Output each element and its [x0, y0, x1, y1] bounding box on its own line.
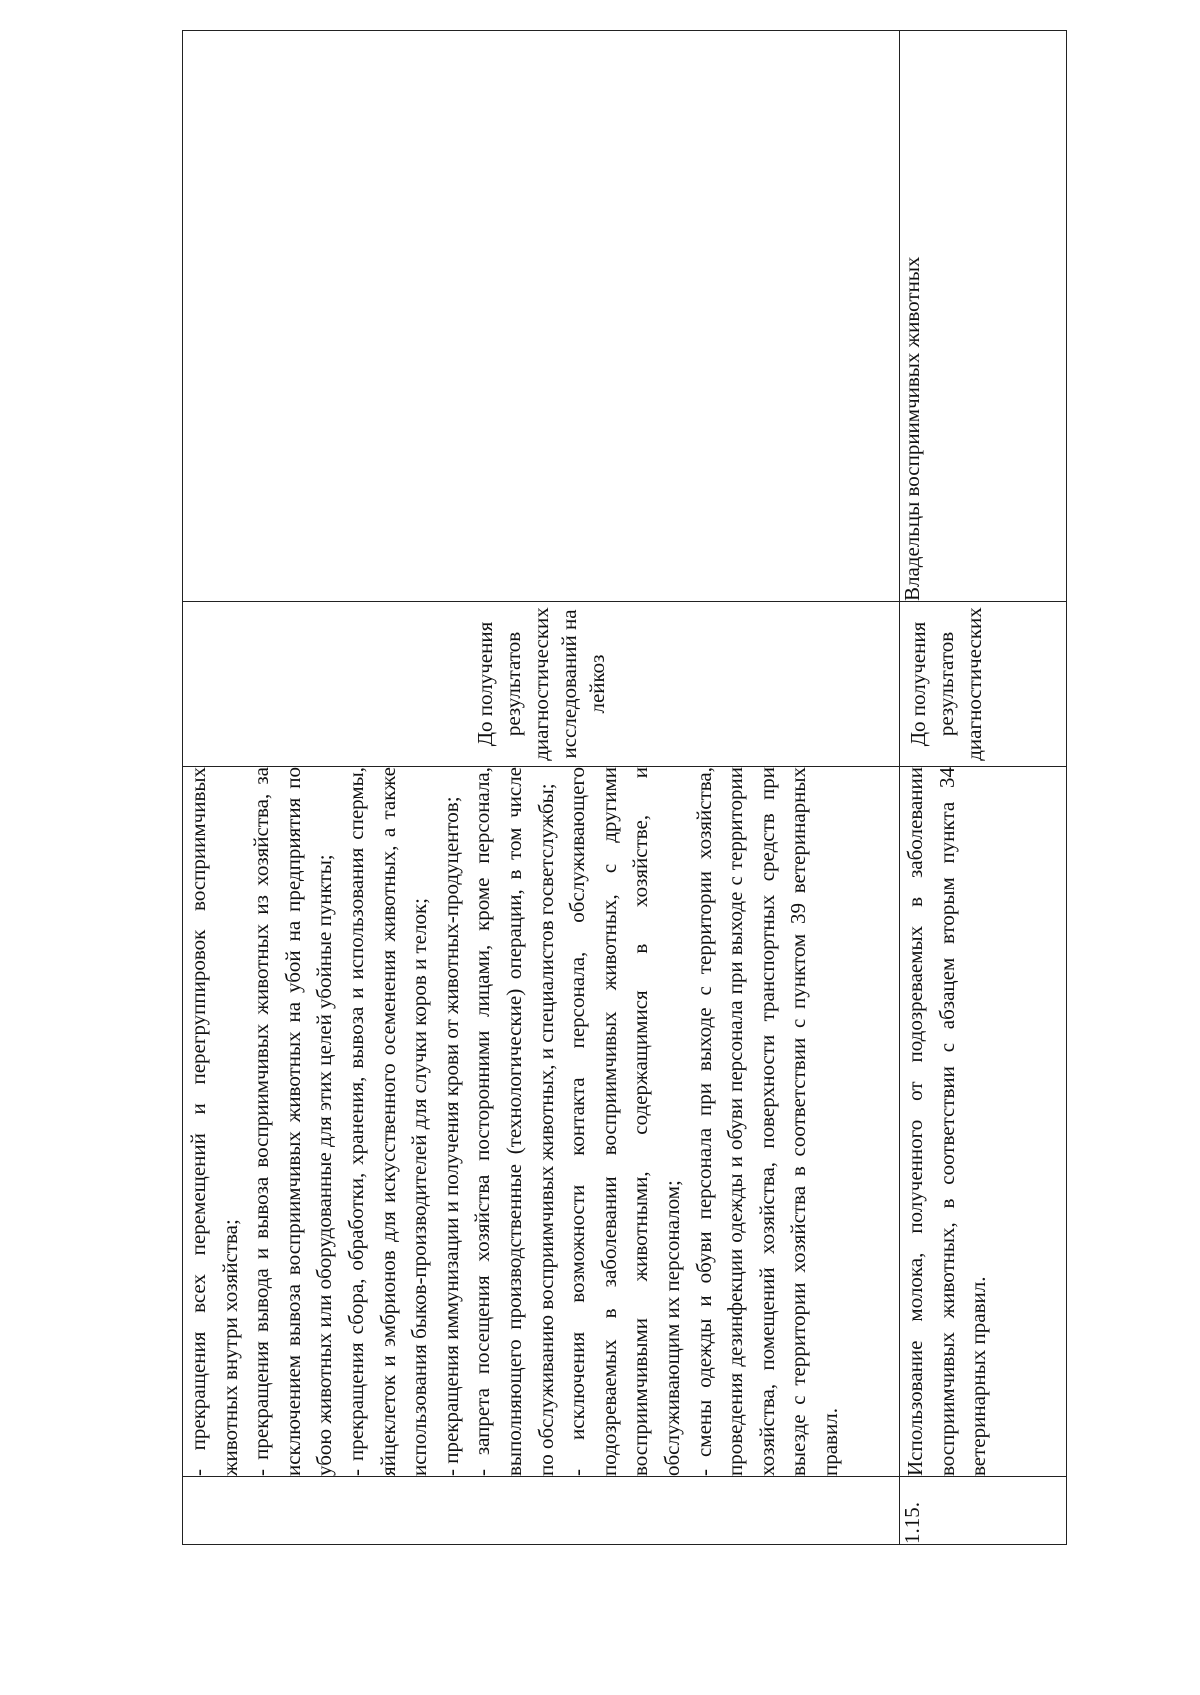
table-row: [900, 31, 1067, 1545]
measures-table: [182, 30, 1067, 1545]
measures-cell: [183, 767, 900, 1477]
measure-item: - смены одежды и обуви персонала при выходе с территории хозяйства, проведения дезинфекции одежды и обуви персонала при выходе с территории хозяйства, помещений хозяйства, поверхности транспортных средств при выезде с территории хозяйства в соответствии с пунктом 39 ветеринарных правил.: [691, 767, 842, 1476]
measure-item: - исключения возможности контакта персонала, обслуживающего подозреваемых в заболевании восприимчивых животных, с другими восприимчивыми животными, содержащимися в хозяйстве, и обслуживающим их персоналом;: [565, 767, 684, 1476]
row-number-cell: [900, 1477, 1067, 1545]
row-number-cell: [183, 1477, 900, 1545]
term-cell: [900, 602, 1067, 767]
table-row: [183, 31, 900, 1545]
term-text: До получения результатов диагностических: [906, 607, 986, 761]
measure-item: - прекращения всех перемещений и перегруппировок восприимчивых животных внутри хозяйства;: [186, 767, 242, 1476]
measure-item: - прекращения иммунизации и получения крови от животных-продуцентов;: [438, 796, 463, 1476]
term-cell: [183, 602, 900, 767]
rotated-page: [182, 30, 1062, 1545]
measures-cell: [900, 767, 1067, 1477]
measure-item: - прекращения сбора, обработки, хранения, вывоза и использования спермы, яйцеклеток и эмбрионов для искусственного осеменения животных, а также использования быков-производителей для случки коров и телок;: [343, 767, 432, 1476]
row-number: 1.15.: [900, 1502, 924, 1544]
responsible-cell: [900, 31, 1067, 602]
term-text: До получения результатов диагностических исследований на лейкоз: [473, 607, 609, 761]
measure-item: - запрета посещения хозяйства посторонними лицами, кроме персонала, выполняющего производственные (технологические) операции, в том числе по обслуживанию восприимчивых животных, и специалистов госветслужбы;: [470, 767, 558, 1476]
responsible-text: Владельцы восприимчивых животных: [900, 256, 924, 601]
measure-item: - прекращения вывода и вывоза восприимчивых животных из хозяйства, за исключением вывоза восприимчивых животных на убой на предприятия по убою животных или оборудованные для этих целей убойные пункты;: [249, 767, 337, 1476]
measure-item: Использование молока, полученного от подозреваемых в заболевании восприимчивых животных, в соответствии с абзацем вторым пункта 34 ветеринарных правил.: [903, 767, 991, 1476]
responsible-cell: [183, 31, 900, 602]
